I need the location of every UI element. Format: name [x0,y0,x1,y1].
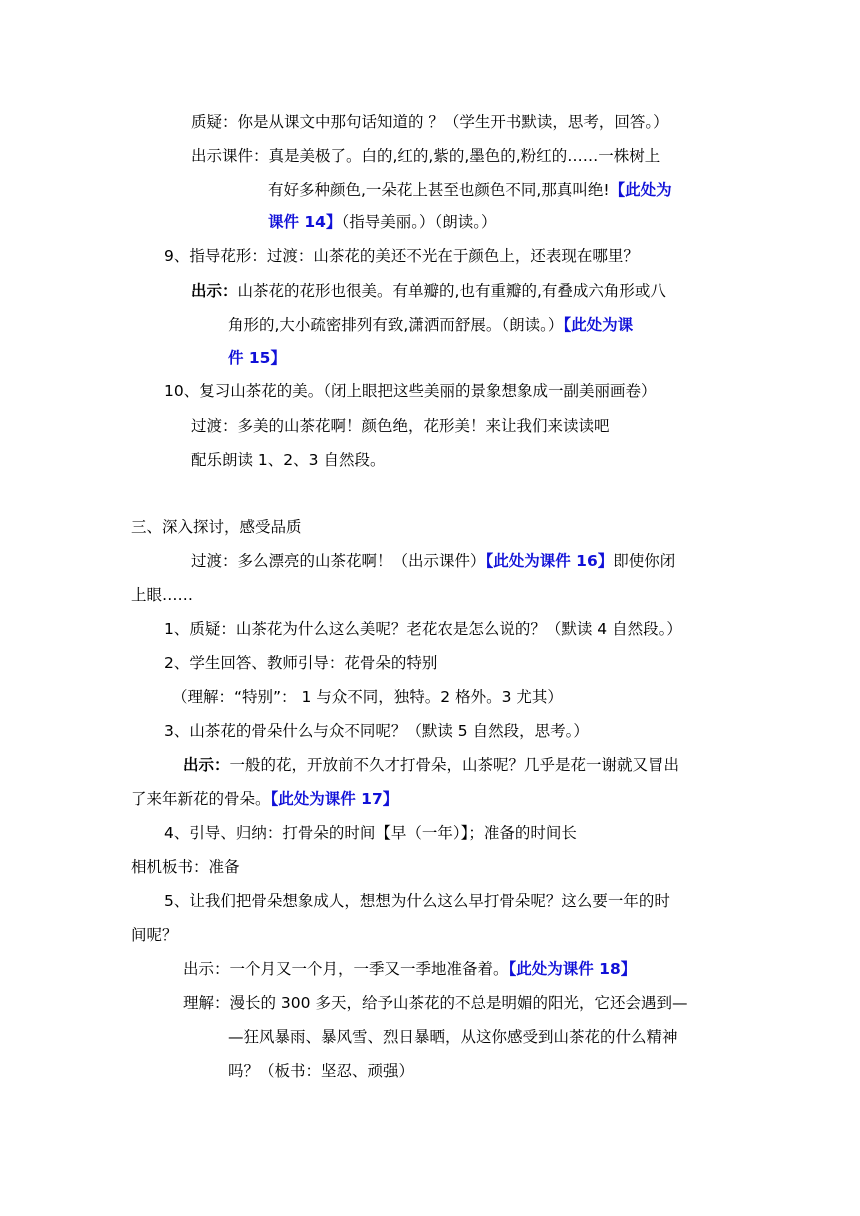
line-28: 吗？（板书：坚忍、顽强） [228,1062,415,1080]
line-20: 了来年新花的骨朵。【此处为课件 17】 [131,790,399,808]
line-23: 5、让我们把骨朵想象成人，想想为什么这么早打骨朵呢？这么要一年的时 [164,892,670,910]
line-8 [228,348,286,368]
line-14: 上眼…… [131,586,194,604]
line-1: 质疑：你是从课文中那句话知道的 ？（学生开书默读，思考，回答。） [191,113,669,131]
line-19: 出示：一般的花，开放前不久才打骨朵，山茶呢？几乎是花一谢就又冒出 [183,756,680,774]
line-7: 角形的,大小疏密排列有致,潇洒而舒展。（朗读。）【此处为课 [228,316,634,334]
courseware-ref: 【此处为 [609,181,672,199]
line-24: 间呢？ [131,926,178,944]
line-3: 有好多种颜色,一朵花上甚至也颜色不同,那真叫绝!【此处为 [268,181,672,199]
line-11: 配乐朗读 1、2、3 自然段。 [191,451,386,469]
courseware-ref: 【此处为课件 17】 [270,790,399,808]
line-4: 课件 14】（指导美丽。）（朗读。） [268,213,497,231]
line-10: 过渡：多美的山茶花啊！颜色绝，花形美！来让我们来读读吧 [191,417,610,435]
courseware-ref: 件 15】 [228,349,286,367]
line-15: 1、质疑：山茶花为什么这么美呢？老花农是怎么说的？（默读 4 自然段。） [164,620,682,638]
courseware-ref: 课件 14】 [268,213,342,231]
line-9: 10、复习山茶花的美。（闭上眼把这些美丽的景象想象成一副美丽画卷） [164,382,657,400]
line-17: （理解：“特别”： 1 与众不同，独特。2 格外。3 尤其） [172,688,563,706]
line-6: 出示：山茶花的花形也很美。有单瓣的,也有重瓣的,有叠成六角形或八 [191,282,666,300]
line-18: 3、山茶花的骨朵什么与众不同呢？（默读 5 自然段，思考。） [164,722,589,740]
section-heading: 三、深入探讨，感受品质 [131,518,302,536]
courseware-ref: 【此处为课 [563,316,634,334]
line-13: 过渡：多么漂亮的山茶花啊！（出示课件）【此处为课件 16】即使你闭 [191,552,676,570]
line-26: 理解：漫长的 300 多天，给予山茶花的不总是明媚的阳光，它还会遇到— [183,994,688,1012]
line-25: 出示：一个月又一个月，一季又一季地准备着。【此处为课件 18】 [183,960,637,978]
line-16: 2、学生回答、教师引导：花骨朵的特别 [164,654,438,672]
line-21: 4、引导、归纳：打骨朵的时间【早（一年）】；准备的时间长 [164,824,577,842]
courseware-ref: 【此处为课件 18】 [508,960,637,978]
line-22: 相机板书：准备 [131,858,240,876]
line-27: —狂风暴雨、暴风雪、烈日暴晒，从这你感受到山茶花的什么精神 [228,1028,678,1046]
line-5: 9、指导花形：过渡：山茶花的美还不光在于颜色上，还表现在哪里？ [164,247,639,265]
line-2: 出示课件：真是美极了。白的,红的,紫的,墨色的,粉红的……一株树上 [191,147,661,165]
courseware-ref: 【此处为课件 16】 [485,552,614,570]
